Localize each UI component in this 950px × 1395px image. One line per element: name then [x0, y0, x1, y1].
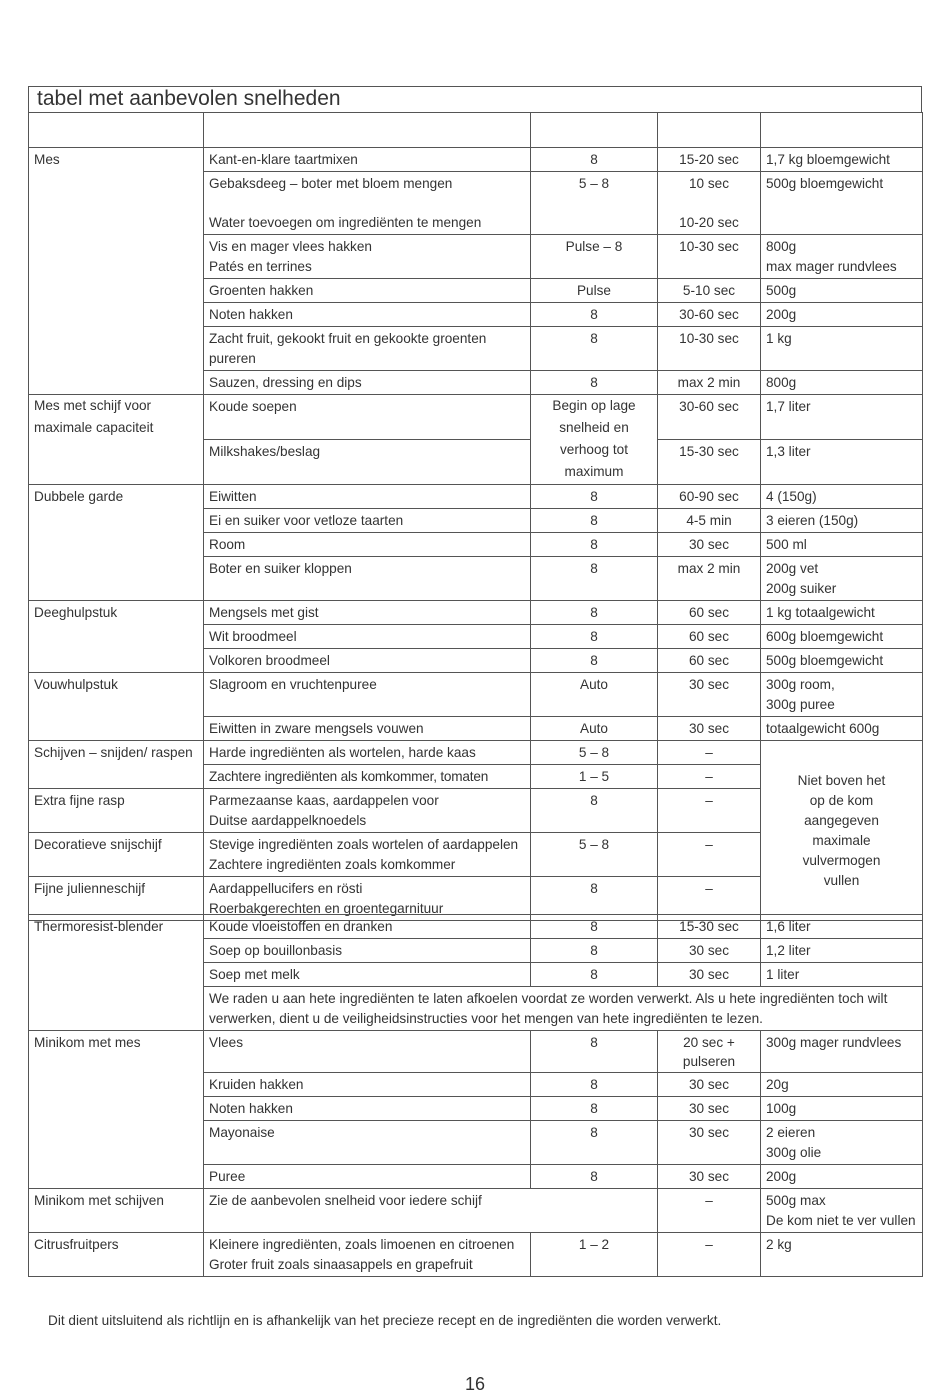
- task-cell: Zie de aanbevolen snelheid voor iedere schijf: [204, 1189, 658, 1233]
- table-row: [29, 601, 923, 625]
- task-cell: Ei en suiker voor vetloze taarten: [204, 509, 531, 533]
- qty-cell: 500g max De kom niet te ver vullen: [761, 1189, 923, 1233]
- qty-line: max mager rundvlees: [766, 259, 897, 274]
- task-cell: Kruiden hakken: [204, 1073, 531, 1097]
- task-cell: Puree: [204, 1165, 531, 1189]
- qty-cell: 2 kg: [761, 1233, 923, 1277]
- time-cell: 30 sec: [658, 1073, 761, 1097]
- speed-cell: 8: [531, 533, 658, 557]
- header-cell: [531, 113, 658, 148]
- task-line: Water toevoegen om ingrediënten te mengen: [209, 215, 482, 230]
- time-cell: –: [658, 741, 761, 765]
- time-cell: max 2 min: [658, 557, 761, 601]
- tool-cell: Decoratieve snijschijf: [29, 833, 204, 877]
- task-cell: Noten hakken: [204, 1097, 531, 1121]
- task-line: Parmezaanse kaas, aardappelen voor: [209, 793, 439, 808]
- time-cell: 10-30 sec: [658, 235, 761, 279]
- time-cell: 30 sec: [658, 1097, 761, 1121]
- time-cell: 15-30 sec: [658, 440, 761, 485]
- task-cell: Kant-en-klare taartmixen: [204, 148, 531, 172]
- speed-cell: 8: [531, 1031, 658, 1073]
- task-cell: Zacht fruit, gekookt fruit en gekookte groenten pureren: [204, 327, 531, 371]
- qty-line: 2 eieren: [766, 1125, 816, 1140]
- task-line: Gebaksdeeg – boter met bloem mengen: [209, 176, 453, 191]
- qty-cell: 500g bloemgewicht: [761, 649, 923, 673]
- time-cell: –: [658, 877, 761, 921]
- time-cell: 60 sec: [658, 601, 761, 625]
- qty-cell: 100g: [761, 1097, 923, 1121]
- task-cell: Vlees: [204, 1031, 531, 1073]
- qty-cell: 1 kg totaalgewicht: [761, 601, 923, 625]
- qty-cell: 1,7 kg bloemgewicht: [761, 148, 923, 172]
- speed-cell: 8: [531, 601, 658, 625]
- time-cell: 5-10 sec: [658, 279, 761, 303]
- qty-cell: [761, 235, 923, 279]
- speed-cell: 5 – 8: [531, 833, 658, 877]
- header-cell: [761, 113, 923, 148]
- qty-cell: 20g: [761, 1073, 923, 1097]
- table-row: [29, 1031, 923, 1073]
- time-cell: 60 sec: [658, 649, 761, 673]
- speed-cell: 8: [531, 625, 658, 649]
- task-cell: [204, 789, 531, 833]
- time-cell: 30-60 sec: [658, 303, 761, 327]
- tool-cell: Extra fijne rasp: [29, 789, 204, 833]
- speed-cell: 1 – 5: [531, 765, 658, 789]
- tool-cell: Mes met schijf voor maximale capaciteit: [29, 395, 204, 485]
- page-number: 16: [464, 1374, 486, 1394]
- task-cell: Harde ingrediënten als wortelen, harde kaas: [204, 741, 531, 765]
- task-cell: Volkoren broodmeel: [204, 649, 531, 673]
- speed-cell: 8: [531, 1121, 658, 1165]
- speed-cell: Pulse – 8: [531, 235, 658, 279]
- time-cell: max 2 min: [658, 371, 761, 395]
- speed-cell: 8: [531, 789, 658, 833]
- task-line: Patés en terrines: [209, 259, 312, 274]
- task-cell: Sauzen, dressing en dips: [204, 371, 531, 395]
- time-cell: 30 sec: [658, 963, 761, 987]
- time-cell: 15-30 sec: [658, 915, 761, 939]
- qty-cell: 500 ml: [761, 533, 923, 557]
- tool-cell: Schijven – snijden/ raspen: [29, 741, 204, 789]
- time-cell: 10-30 sec: [658, 327, 761, 371]
- tool-cell: Minikom met mes: [29, 1031, 204, 1189]
- speed-cell: 8: [531, 915, 658, 939]
- task-cell: [204, 235, 531, 279]
- qty-cell: 1,7 liter: [761, 395, 923, 440]
- task-cell: Slagroom en vruchtenpuree: [204, 673, 531, 717]
- footnote: Dit dient uitsluitend als richtlijn en is afhankelijk van het precieze recept en de ingrediënten die worden verwerkt.: [48, 1313, 722, 1328]
- time-cell: 60-90 sec: [658, 485, 761, 509]
- table-row: [29, 1233, 923, 1277]
- tool-cell: Citrusfruitpers: [29, 1233, 204, 1277]
- speed-table: [28, 112, 923, 921]
- time-cell: 30 sec: [658, 939, 761, 963]
- time-cell: 30 sec: [658, 1165, 761, 1189]
- time-line: 10 sec: [688, 176, 730, 191]
- time-cell: 30 sec: [658, 1121, 761, 1165]
- warning-note-cell: We raden u aan hete ingrediënten te laten afkoelen voordat ze worden verwerkt. Als u hete ingrediënten toch wilt verwerken, dient u de veiligheidsinstructies voor het mengen van hete ingrediënten te lezen.: [204, 987, 923, 1031]
- qty-cell: totaalgewicht 600g: [761, 717, 923, 741]
- speed-cell: Auto: [531, 673, 658, 717]
- time-line: 10-20 sec: [679, 215, 739, 230]
- header-cell: [204, 113, 531, 148]
- table-row: [29, 915, 923, 939]
- tool-cell: Fijne julienneschijf: [29, 877, 204, 921]
- header-row: [29, 113, 923, 148]
- time-cell: –: [658, 1189, 761, 1233]
- qty-cell: 800g: [761, 371, 923, 395]
- task-cell: Boter en suiker kloppen: [204, 557, 531, 601]
- tool-cell: Deeghulpstuk: [29, 601, 204, 673]
- task-cell: Milkshakes/beslag: [204, 440, 531, 485]
- tool-cell: Vouwhulpstuk: [29, 673, 204, 741]
- task-cell: [204, 833, 531, 877]
- table-row: [29, 741, 923, 765]
- table-row: [29, 1189, 923, 1233]
- qty-line: 300g puree: [766, 697, 835, 712]
- speed-cell: 8: [531, 148, 658, 172]
- qty-line: 200g suiker: [766, 581, 837, 596]
- qty-cell: 600g bloemgewicht: [761, 625, 923, 649]
- time-cell: –: [658, 765, 761, 789]
- time-cell: 60 sec: [658, 625, 761, 649]
- qty-line: 200g vet: [766, 561, 819, 576]
- speed-cell: Auto: [531, 717, 658, 741]
- capacity-note-cell: Niet boven het op de kom aangegeven maximale vulvermogen vullen: [761, 741, 923, 921]
- qty-cell: 200g: [761, 1165, 923, 1189]
- qty-line: 300g olie: [766, 1145, 822, 1160]
- qty-cell: 1 liter: [761, 963, 923, 987]
- speed-cell: 8: [531, 557, 658, 601]
- speed-cell: 8: [531, 327, 658, 371]
- time-cell: 30 sec: [658, 673, 761, 717]
- speed-cell: 8: [531, 1165, 658, 1189]
- time-cell: 4-5 min: [658, 509, 761, 533]
- qty-cell: 1,3 liter: [761, 440, 923, 485]
- qty-cell: [761, 1121, 923, 1165]
- tool-cell: Thermoresist-blender: [29, 915, 204, 1031]
- time-cell: 30-60 sec: [658, 395, 761, 440]
- qty-cell: 3 eieren (150g): [761, 509, 923, 533]
- task-cell: Wit broodmeel: [204, 625, 531, 649]
- task-cell: Mengsels met gist: [204, 601, 531, 625]
- task-cell: Koude soepen: [204, 395, 531, 440]
- qty-cell: [761, 673, 923, 717]
- header-cell: [29, 113, 204, 148]
- table-row: [29, 673, 923, 717]
- speed-cell: Pulse: [531, 279, 658, 303]
- qty-line: 300g room,: [766, 677, 835, 692]
- table-row: [29, 395, 923, 440]
- task-cell: Eiwitten: [204, 485, 531, 509]
- speed-cell: 8: [531, 877, 658, 921]
- qty-cell: 4 (150g): [761, 485, 923, 509]
- task-cell: Groenten hakken: [204, 279, 531, 303]
- speed-cell: 5 – 8: [531, 741, 658, 765]
- speed-cell: 5 – 8: [531, 172, 658, 235]
- task-line: Vis en mager vlees hakken: [209, 239, 372, 254]
- qty-cell: 1,2 liter: [761, 939, 923, 963]
- task-cell: Soep op bouillonbasis: [204, 939, 531, 963]
- task-line: Groter fruit zoals sinaasappels en grapefruit: [209, 1257, 473, 1272]
- speed-cell: 8: [531, 303, 658, 327]
- task-line: Zachtere ingrediënten zoals komkommer: [209, 857, 456, 872]
- task-cell: Soep met melk: [204, 963, 531, 987]
- task-line: Duitse aardappelknoedels: [209, 813, 367, 828]
- task-line: Aardappellucifers en rösti: [209, 881, 363, 896]
- qty-cell: 500g bloemgewicht: [761, 172, 923, 235]
- qty-cell: 200g: [761, 303, 923, 327]
- speed-cell: 8: [531, 939, 658, 963]
- speed-cell: 8: [531, 1073, 658, 1097]
- task-cell: Zachtere ingrediënten als komkommer, tomaten: [204, 765, 531, 789]
- speed-cell: 1 – 2: [531, 1233, 658, 1277]
- speed-cell: Begin op lage snelheid en verhoog tot maximum: [531, 395, 658, 485]
- speed-cell: 8: [531, 371, 658, 395]
- task-line: Kleinere ingrediënten, zoals limoenen en citroenen: [209, 1237, 515, 1252]
- table-title: tabel met aanbevolen snelheden: [28, 86, 922, 112]
- table-row: [29, 148, 923, 172]
- qty-cell: 1 kg: [761, 327, 923, 371]
- speed-cell: 8: [531, 509, 658, 533]
- tool-cell: Minikom met schijven: [29, 1189, 204, 1233]
- speed-cell: 8: [531, 649, 658, 673]
- task-cell: Room: [204, 533, 531, 557]
- table-row: [29, 485, 923, 509]
- qty-cell: [761, 557, 923, 601]
- time-cell: 15-20 sec: [658, 148, 761, 172]
- qty-line: 800g: [766, 239, 797, 254]
- speed-table-continued: [28, 914, 923, 1277]
- qty-cell: 300g mager rundvlees: [761, 1031, 923, 1073]
- time-cell: –: [658, 833, 761, 877]
- qty-cell: 1,6 liter: [761, 915, 923, 939]
- task-cell: Noten hakken: [204, 303, 531, 327]
- speed-cell: 8: [531, 1097, 658, 1121]
- task-line: Stevige ingrediënten zoals wortelen of aardappelen: [209, 837, 519, 852]
- time-cell: –: [658, 1233, 761, 1277]
- time-cell: 30 sec: [658, 717, 761, 741]
- time-cell: 20 sec + pulseren: [658, 1031, 761, 1073]
- tool-cell: Dubbele garde: [29, 485, 204, 601]
- time-cell: –: [658, 789, 761, 833]
- task-line: Roerbakgerechten en groentegarnituur: [209, 901, 444, 916]
- qty-cell: 500g: [761, 279, 923, 303]
- speed-cell: 8: [531, 485, 658, 509]
- task-cell: [204, 172, 531, 235]
- task-cell: Koude vloeistoffen en dranken: [204, 915, 531, 939]
- time-cell: 30 sec: [658, 533, 761, 557]
- task-cell: [204, 1233, 531, 1277]
- task-cell: Mayonaise: [204, 1121, 531, 1165]
- speed-cell: 8: [531, 963, 658, 987]
- time-cell: [658, 172, 761, 235]
- task-cell: Eiwitten in zware mengsels vouwen: [204, 717, 531, 741]
- tool-cell: Mes: [29, 148, 204, 395]
- header-cell: [658, 113, 761, 148]
